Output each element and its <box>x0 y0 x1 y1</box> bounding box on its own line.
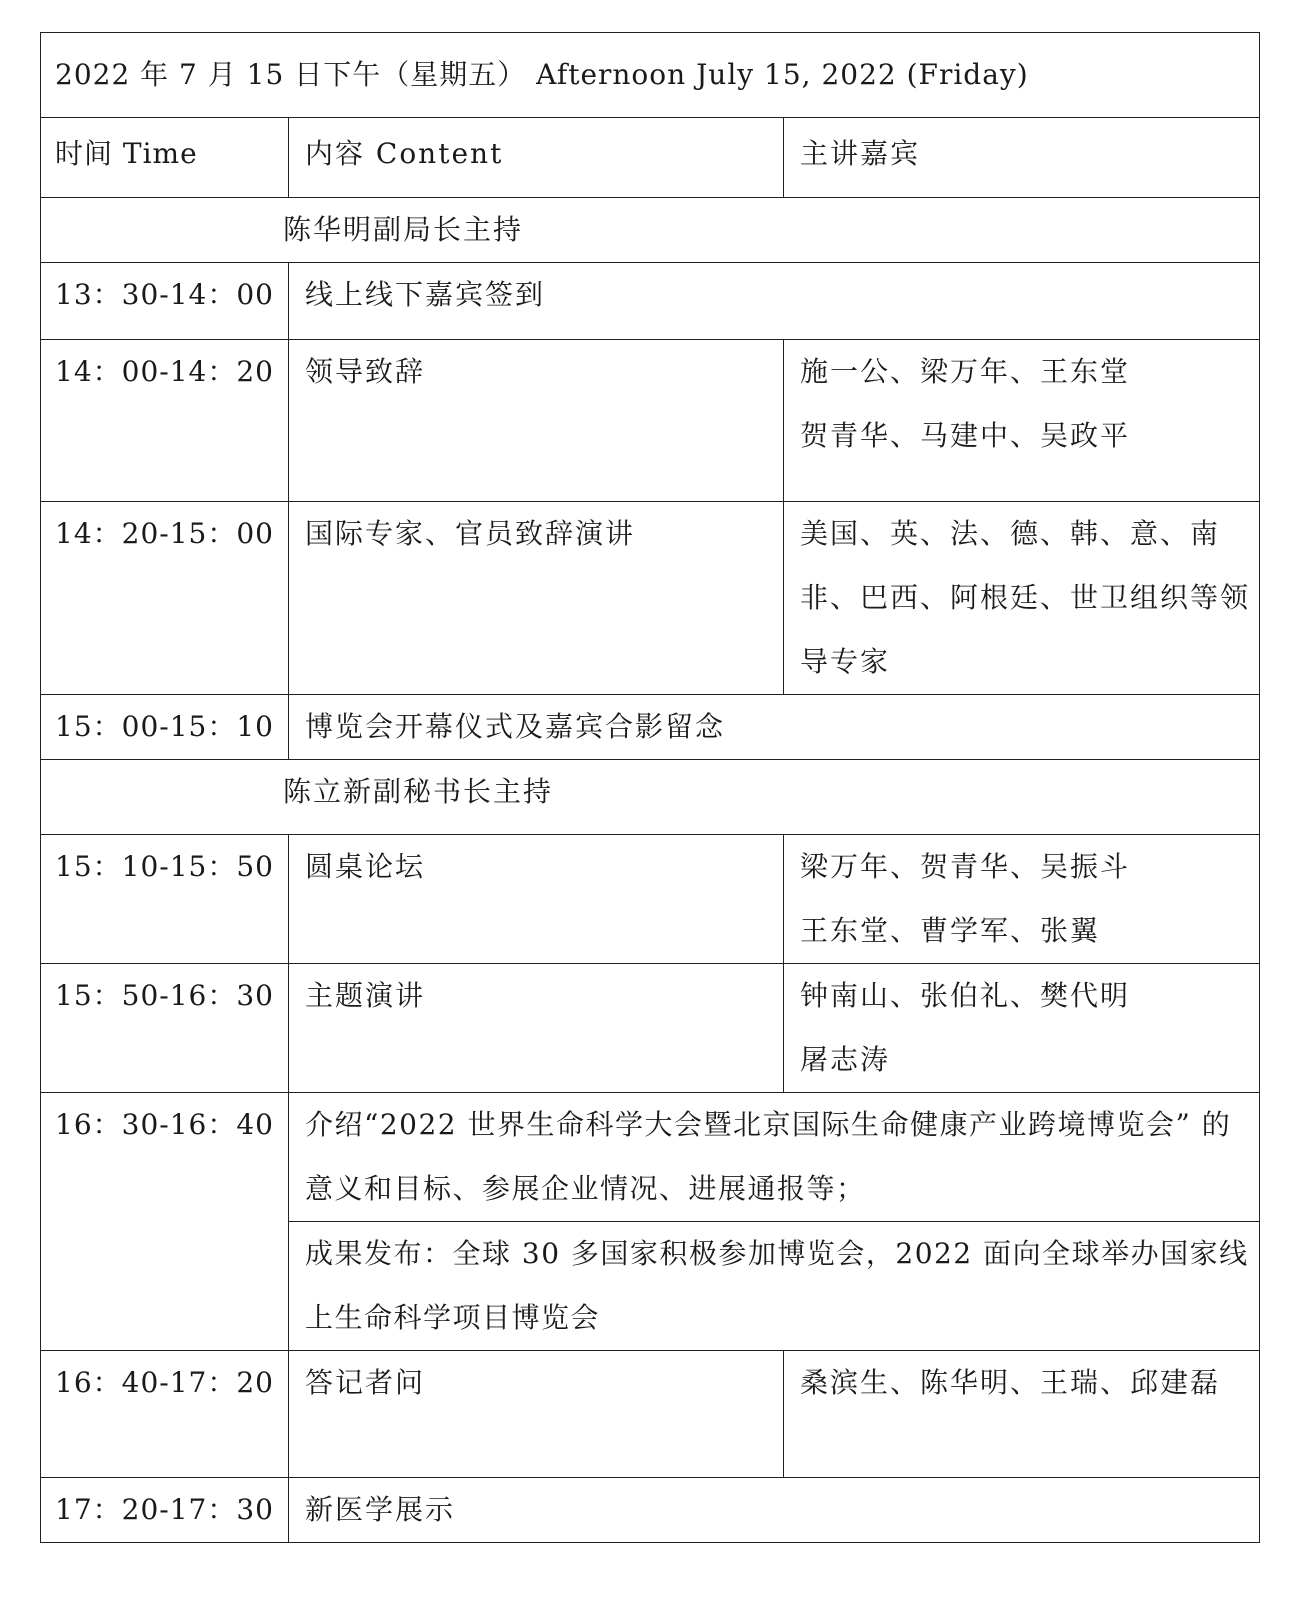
row-content: 线上线下嘉宾签到 <box>289 263 1260 340</box>
host-label: 陈立新副秘书长主持 <box>41 760 1260 835</box>
row-content: 新医学展示 <box>289 1478 1260 1543</box>
row-time: 15：00-15：10 <box>41 695 289 760</box>
table-row <box>41 1478 1260 1543</box>
host-row <box>41 760 1260 835</box>
row-content: 介绍“2022 世界生命科学大会暨北京国际生命健康产业跨境博览会” 的意义和目标、参展企业情况、进展通报等； <box>289 1093 1260 1222</box>
row-time: 15：10-15：50 <box>41 835 289 964</box>
table-row <box>41 1093 1260 1222</box>
table-row <box>41 340 1260 502</box>
header-row <box>41 118 1260 198</box>
row-time: 16：30-16：40 <box>41 1093 289 1351</box>
row-content: 国际专家、官员致辞演讲 <box>289 502 784 695</box>
table-row <box>41 835 1260 964</box>
host-label: 陈华明副局长主持 <box>41 198 1260 263</box>
schedule-title: 2022 年 7 月 15 日下午（星期五） Afternoon July 15, 2022 (Friday) <box>41 33 1260 118</box>
header-content: 内容 Content <box>289 118 784 198</box>
header-time: 时间 Time <box>41 118 289 198</box>
row-speakers: 桑滨生、陈华明、王瑞、邱建磊 <box>784 1351 1260 1478</box>
table-row <box>41 1351 1260 1478</box>
row-content: 博览会开幕仪式及嘉宾合影留念 <box>289 695 1260 760</box>
row-speakers: 钟南山、张伯礼、樊代明 屠志涛 <box>784 964 1260 1093</box>
row-time: 14：20-15：00 <box>41 502 289 695</box>
title-row <box>41 33 1260 118</box>
table-row <box>41 964 1260 1093</box>
row-time: 15：50-16：30 <box>41 964 289 1093</box>
row-content-results: 成果发布：全球 30 多国家积极参加博览会，2022 面向全球举办国家线上生命科学项目博览会 <box>289 1222 1260 1351</box>
row-content: 主题演讲 <box>289 964 784 1093</box>
row-speakers: 梁万年、贺青华、吴振斗 王东堂、曹学军、张翼 <box>784 835 1260 964</box>
row-time: 14：00-14：20 <box>41 340 289 502</box>
header-speakers: 主讲嘉宾 <box>784 118 1260 198</box>
row-speakers: 施一公、梁万年、王东堂 贺青华、马建中、吴政平 <box>784 340 1260 502</box>
row-time: 16：40-17：20 <box>41 1351 289 1478</box>
host-row <box>41 198 1260 263</box>
row-content: 答记者问 <box>289 1351 784 1478</box>
table-row <box>41 263 1260 340</box>
row-content: 圆桌论坛 <box>289 835 784 964</box>
row-time: 17：20-17：30 <box>41 1478 289 1543</box>
table-row <box>41 695 1260 760</box>
row-content: 领导致辞 <box>289 340 784 502</box>
row-speakers: 美国、英、法、德、韩、意、南非、巴西、阿根廷、世卫组织等领导专家 <box>784 502 1260 695</box>
table-row <box>41 502 1260 695</box>
schedule-table <box>40 32 1260 1543</box>
row-time: 13：30-14：00 <box>41 263 289 340</box>
